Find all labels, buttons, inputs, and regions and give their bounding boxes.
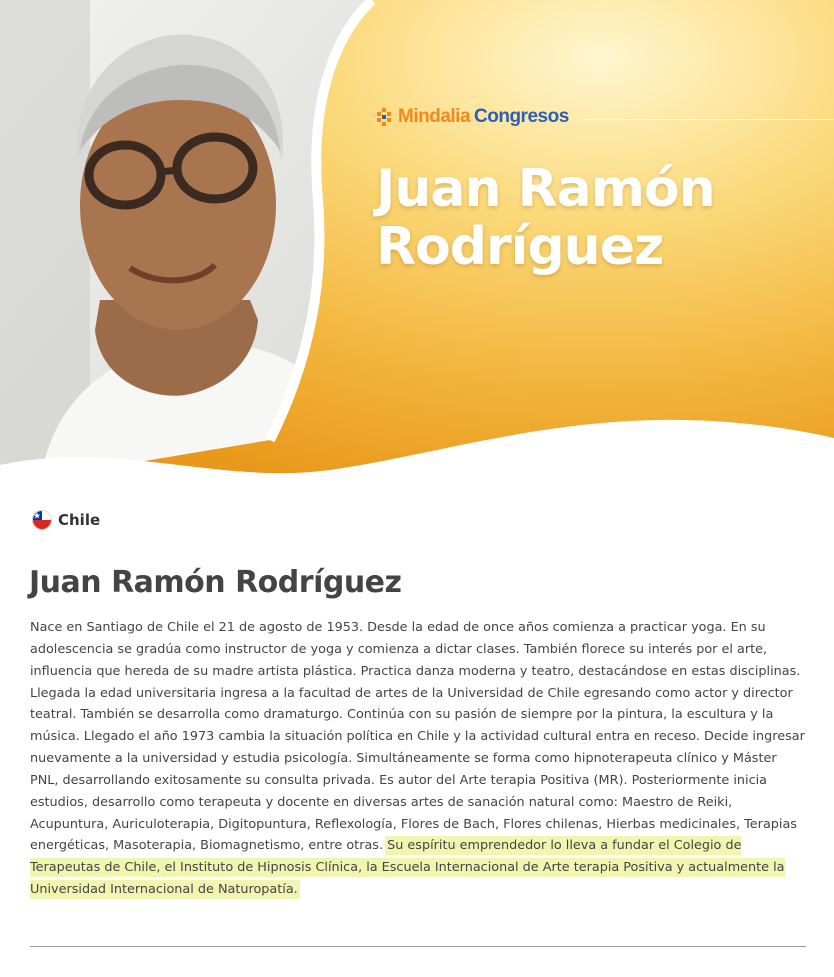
mindalia-congresos-logo[interactable] (374, 106, 569, 128)
brand-mindalia-text: Mindalia (398, 106, 471, 127)
mindalia-logo-icon (374, 107, 394, 127)
hero-speaker-name (376, 160, 715, 276)
section-divider (30, 946, 806, 947)
country-tag (32, 510, 100, 530)
country-label: Chile (58, 511, 101, 529)
bio-text: Nace en Santiago de Chile el 21 de agosto de 1953. Desde la edad de once años comienza a practicar yoga. En su adolescencia se gradúa como instructor de yoga y comienza a dictar clases. También florece su interés por el arte, influencia que hereda de su madre artista plástica. Practica danza moderna y teatro, destacándose en estas disciplinas. Llegada la edad universitaria ingresa a la facultad de artes de la Universidad de Chile egresando como actor y director teatral. También se desarrolla como dramaturgo. Continúa con su pasión de siempre por la pintura, la escultura y la música. Llegado el año 1973 cambia la situación política en Chile y la actividad cultural entra en receso. Decide ingresar nuevamente a la universidad y estudia psicología. Simultáneamente se forma como hipnoterapeuta clínico y Máster PNL, desarrollando exitosamente su consulta privada. Es autor del Arte terapia Positiva (MR). Posteriormente inicia estudios, desarrollo como terapeuta y docente en diversas artes de sanación natural como: Maestro de Reiki, Acupuntura, Auriculoterapia, Digitopuntura, Reflexología, Flores de Bach, Flores chilenas, Hierbas medicinales, Terapias energéticas, Masoterapia, Biomagnetismo, entre otras. (30, 620, 805, 854)
hero-name-line1: Juan Ramón (376, 159, 715, 219)
speaker-hero-banner (0, 0, 834, 485)
brand-divider-line (586, 119, 834, 120)
hero-name-line2: Rodríguez (376, 217, 664, 277)
speaker-biography (30, 617, 808, 901)
speaker-name-heading: Juan Ramón Rodríguez (29, 565, 402, 600)
bio-highlighted-text: Su espíritu emprendedor lo lleva a fundar el Colegio de Terapeutas de Chile, el Instituto de Hipnosis Clínica, la Escuela Internacional de Arte terapia Positiva y actualmente la Universidad Internacional de Naturopatía. (30, 838, 785, 898)
brand-congresos-text: Congresos (474, 106, 569, 127)
chile-flag-icon (32, 510, 52, 530)
